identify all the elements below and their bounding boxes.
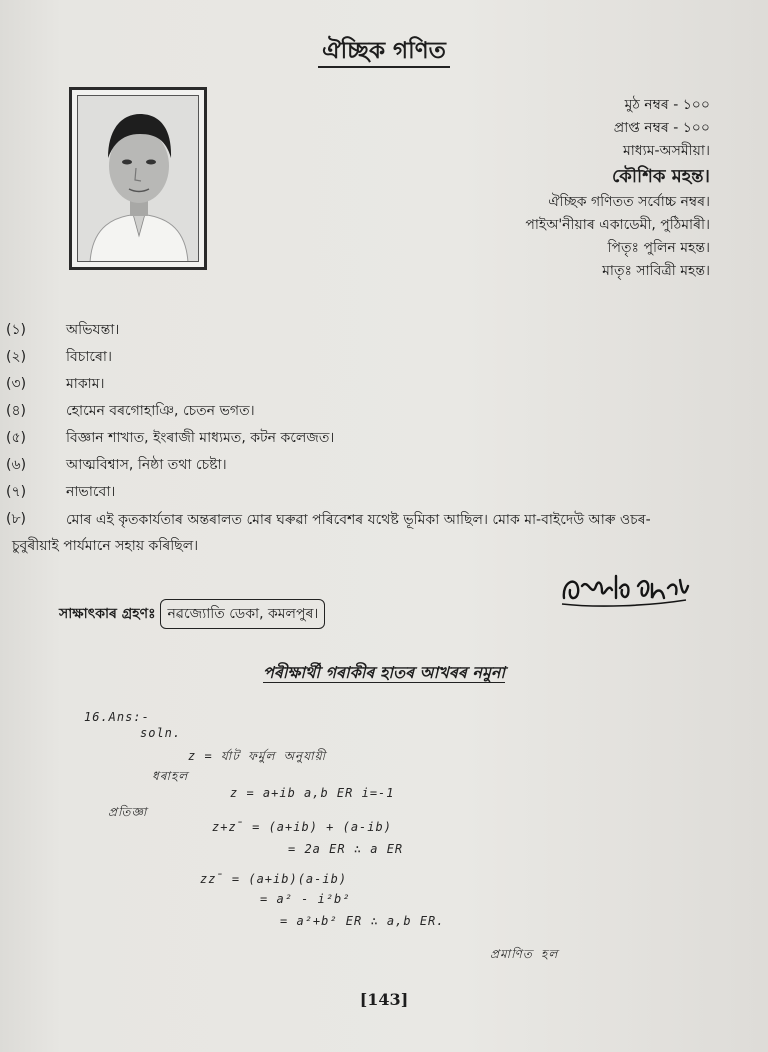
handwriting-sample-title-wrap — [0, 660, 768, 687]
list-item — [6, 372, 726, 399]
answer-number: (৬) — [6, 457, 27, 473]
answer-number: (২) — [6, 349, 27, 365]
handwriting-line: zz̄ = (a+ib)(a-ib) — [200, 872, 348, 886]
answer-number: (৩) — [6, 376, 27, 392]
handwriting-line: = a² - i²b² — [260, 892, 351, 906]
answer-text: অভিযন্তা। — [66, 322, 120, 338]
obtained-marks: প্ৰাপ্ত নম্বৰ - ১০০ — [613, 120, 710, 136]
answer-text: মাকাম। — [66, 376, 105, 392]
interview-credit — [59, 599, 325, 629]
list-item — [6, 507, 726, 563]
answer-text-continued: চুবুৰীয়াই পাৰ্যমানে সহায় কৰিছিল। — [12, 538, 199, 554]
student-photo — [69, 87, 207, 270]
interview-label: সাক্ষাৎকাৰ গ্ৰহণঃ — [59, 606, 156, 622]
handwriting-line: প্ৰতিজ্ঞা — [108, 805, 148, 819]
interviewer-box: নৱজ্যোতি ডেকা, কমলপুৰ। — [160, 599, 325, 629]
answer-text: মোৰ এই কৃতকাৰ্যতাৰ অন্তৰালত মোৰ ঘৰুৱা পৰিবেশৰ যথেষ্ট ভূমিকা আছিল। মোক মা-বাইদেউ আৰু ওচৰ- — [66, 512, 651, 528]
handwriting-line: z = a+ib a,b ER i=-1 — [230, 786, 395, 800]
list-item — [6, 453, 726, 480]
answers-list — [6, 318, 726, 563]
answer-number: (৮) — [6, 511, 27, 527]
answer-number: (৪) — [6, 403, 27, 419]
answer-text: বিচাৰো। — [66, 349, 112, 365]
total-marks: মুঠ নম্বৰ - ১০০ — [624, 97, 710, 113]
answer-text: আত্মবিশ্বাস, নিষ্ঠা তথা চেষ্টা। — [66, 457, 227, 473]
list-item — [6, 426, 726, 453]
student-photo-inner — [77, 95, 199, 262]
answer-number: (৭) — [6, 484, 27, 500]
handwriting-line: z = ৰ্যাট ফৰ্মুল অনুযায়ী — [188, 749, 327, 763]
handwriting-line: z+z̄ = (a+ib) + (a-ib) — [212, 820, 392, 834]
handwriting-line: প্ৰমাণিত হল — [490, 947, 559, 961]
answer-text: বিজ্ঞান শাখাত, ইংৰাজী মাধ্যমত, কটন কলেজত। — [66, 430, 335, 446]
page-title-wrap — [0, 32, 768, 71]
handwriting-line: = a²+b² ER ∴ a,b ER. — [280, 914, 445, 928]
handwriting-sample-title: পৰীক্ষাৰ্থী গৰাকীৰ হাতৰ আখৰৰ নমুনা — [262, 663, 506, 682]
signature-image — [558, 568, 698, 612]
handwriting-line: 16.Ans:- — [84, 710, 150, 724]
student-name: কৌশিক মহন্ত। — [612, 166, 710, 187]
achievement: ঐচ্ছিক গণিতত সৰ্বোচ্চ নম্বৰ। — [548, 194, 710, 210]
list-item — [6, 480, 726, 507]
page-number: [143] — [359, 990, 409, 1009]
portrait-illustration — [78, 96, 199, 262]
answer-number: (৫) — [6, 430, 27, 446]
list-item — [6, 318, 726, 345]
answer-number: (১) — [6, 322, 27, 338]
handwriting-line: soln. — [140, 726, 182, 740]
list-item — [6, 399, 726, 426]
handwriting-sample — [80, 708, 640, 978]
page-title: ঐচ্ছিক গণিত — [318, 38, 450, 68]
answer-text: হোমেন বৰগোহাঞি, চেতন ভগত। — [66, 403, 255, 419]
student-info — [525, 94, 710, 283]
father-name: পিতৃঃ পুলিন মহন্ত। — [607, 240, 710, 256]
list-item — [6, 345, 726, 372]
mother-name: মাতৃঃ সাবিত্ৰী মহন্ত। — [602, 263, 710, 279]
handwriting-line: = 2a ER ∴ a ER — [288, 842, 404, 856]
answer-text: নাভাবো। — [66, 484, 116, 500]
medium: মাধ্যম-অসমীয়া। — [622, 143, 710, 159]
handwriting-line: ধৰাহল — [152, 769, 189, 783]
school-name: পাইঅ'নীয়াৰ একাডেমী, পুঠিমাৰী। — [525, 217, 710, 233]
